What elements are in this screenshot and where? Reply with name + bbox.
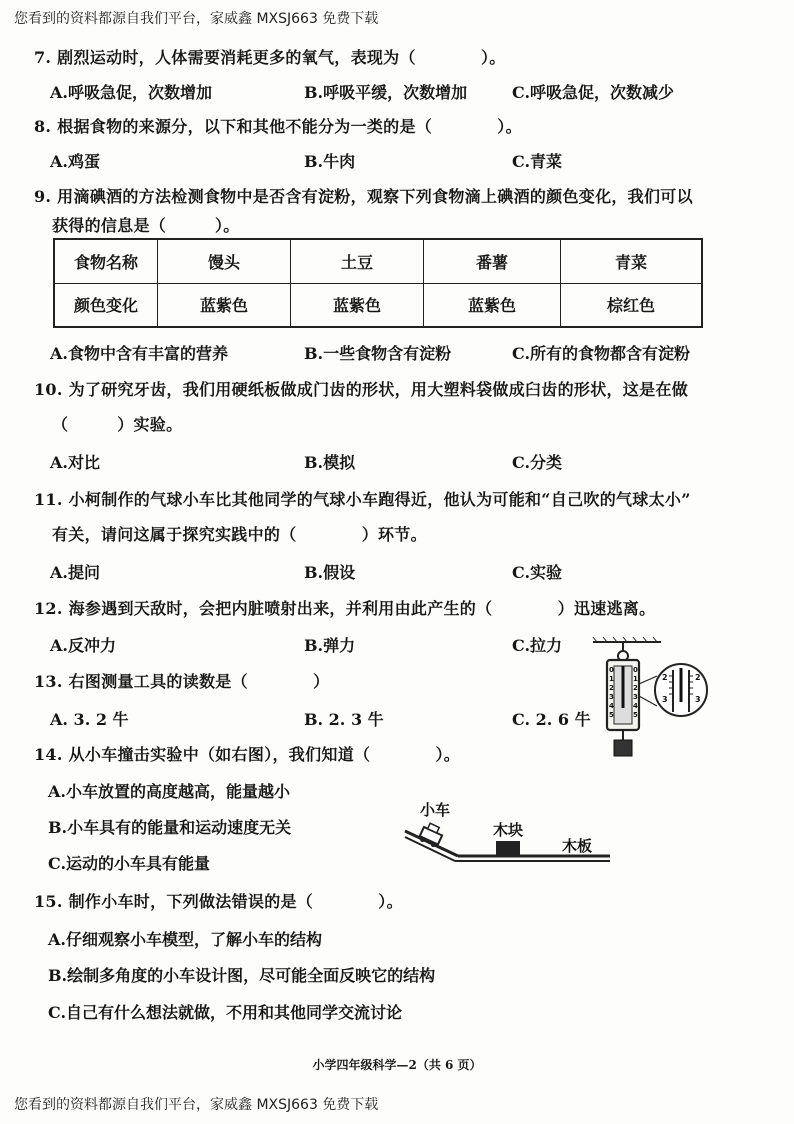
q9-stem-line1: 9. 用滴碘酒的方法检测食物中是否含有淀粉，观察下列食物滴上碘酒的颜色变化，我们可以	[34, 187, 693, 206]
scale-tick-label: 4	[633, 702, 638, 710]
q10-option-c: C.分类	[512, 453, 563, 472]
wooden-block	[496, 841, 520, 856]
q15-option-c: C.自己有什么想法就做，不用和其他同学交流讨论	[48, 1003, 403, 1022]
q11-stem-line1: 11. 小柯制作的气球小车比其他同学的气球小车跑得近，他认为可能和“自己吹的气球太小”	[34, 490, 691, 509]
table-cell: 番薯	[424, 239, 561, 283]
q9-stem-line2: 获得的信息是（ ）。	[52, 216, 240, 235]
zoom-tick-label: 2	[695, 673, 701, 682]
q9-option-a: A.食物中含有丰富的营养	[50, 344, 228, 363]
q9-option-c: C.所有的食物都含有淀粉	[512, 344, 691, 363]
table-row	[54, 283, 702, 327]
block-label: 木块	[493, 821, 524, 839]
scale-tick-label: 1	[609, 675, 614, 683]
table-cell: 颜色变化	[54, 283, 158, 327]
q12-stem: 12. 海参遇到天敌时，会把内脏喷射出来，并利用由此产生的（ ）迅速逃离。	[34, 599, 656, 618]
table-cell: 棕红色	[561, 283, 703, 327]
scale-tick-label: 3	[633, 693, 638, 701]
q8-option-c: C.青菜	[512, 152, 563, 171]
scale-tick-label: 2	[609, 684, 614, 692]
q14-option-c: C.运动的小车具有能量	[48, 854, 211, 873]
scale-tick-label: 0	[633, 666, 638, 674]
q8-option-b: B.牛肉	[304, 152, 356, 171]
scale-tick-label: 5	[633, 711, 638, 719]
spring-scale-figure	[585, 636, 715, 762]
q13-option-a: A. 3. 2 牛	[50, 710, 129, 729]
zoom-tick-label: 3	[662, 695, 668, 704]
table-cell: 青菜	[561, 239, 703, 283]
q11-option-c: C.实验	[512, 563, 563, 582]
q12-option-b: B.弹力	[304, 636, 356, 655]
q7-stem: 7. 剧烈运动时，人体需要消耗更多的氧气，表现为（ ）。	[34, 48, 506, 67]
q15-option-b: B.绘制多角度的小车设计图，尽可能全面反映它的结构	[48, 966, 436, 985]
scale-tick-label: 3	[609, 693, 614, 701]
q10-option-a: A.对比	[50, 453, 100, 472]
q13-option-b: B. 2. 3 牛	[304, 710, 384, 729]
q7-option-b: B.呼吸平缓，次数增加	[304, 83, 468, 102]
scale-tick-label: 5	[609, 711, 614, 719]
scale-tick-label: 4	[609, 702, 614, 710]
table-cell: 食物名称	[54, 239, 158, 283]
q12-option-a: A.反冲力	[50, 636, 116, 655]
table-cell: 土豆	[291, 239, 424, 283]
table-cell: 馒头	[158, 239, 291, 283]
q14-option-b: B.小车具有的能量和运动速度无关	[48, 818, 292, 837]
q9-option-b: B.一些食物含有淀粉	[304, 344, 452, 363]
watermark-top: 您看到的资料都源自我们平台，家威鑫 MXSJ663 免费下载	[14, 11, 379, 27]
q8-stem: 8. 根据食物的来源分，以下和其他不能分为一类的是（ ）。	[34, 117, 522, 136]
q15-option-a: A.仔细观察小车模型，了解小车的结构	[48, 930, 322, 949]
page-footer: 小学四年级科学—2（共 6 页）	[312, 1058, 482, 1072]
car-label: 小车	[420, 801, 451, 819]
q7-option-a: A.呼吸急促，次数增加	[50, 83, 212, 102]
q11-stem-line2: 有关，请问这属于探究实践中的（ ）环节。	[52, 525, 427, 544]
q15-stem: 15. 制作小车时，下列做法错误的是（ ）。	[34, 892, 403, 911]
zoom-tick-label: 2	[662, 673, 668, 682]
zoom-tick-label: 3	[695, 695, 701, 704]
q14-option-a: A.小车放置的高度越高，能量越小	[48, 782, 290, 801]
cart-collision-figure	[400, 795, 615, 867]
scale-tick-label: 1	[633, 675, 638, 683]
q8-option-a: A.鸡蛋	[50, 152, 100, 171]
board-label: 木板	[562, 837, 593, 855]
watermark-bottom: 您看到的资料都源自我们平台，家威鑫 MXSJ663 免费下载	[14, 1097, 379, 1113]
table-cell: 蓝紫色	[424, 283, 561, 327]
q12-option-c: C.拉力	[512, 636, 563, 655]
q7-option-c: C.呼吸急促，次数减少	[512, 83, 675, 102]
table-cell: 蓝紫色	[291, 283, 424, 327]
q10-stem-line2: （ ）实验。	[52, 415, 183, 434]
scale-tick-label: 2	[633, 684, 638, 692]
table-cell: 蓝紫色	[158, 283, 291, 327]
q10-option-b: B.模拟	[304, 453, 356, 472]
q10-stem-line1: 10. 为了研究牙齿，我们用硬纸板做成门齿的形状，用大塑料袋做成臼齿的形状，这是在做	[34, 380, 689, 399]
q14-stem: 14. 从小车撞击实验中（如右图），我们知道（ ）。	[34, 745, 461, 764]
q11-option-b: B.假设	[304, 563, 356, 582]
scale-tick-label: 0	[609, 666, 614, 674]
q13-option-c: C. 2. 6 牛	[512, 710, 591, 729]
q11-option-a: A.提问	[50, 563, 100, 582]
table-row	[54, 239, 702, 283]
q13-stem: 13. 右图测量工具的读数是（ ）	[34, 672, 330, 691]
food-table	[53, 238, 703, 328]
